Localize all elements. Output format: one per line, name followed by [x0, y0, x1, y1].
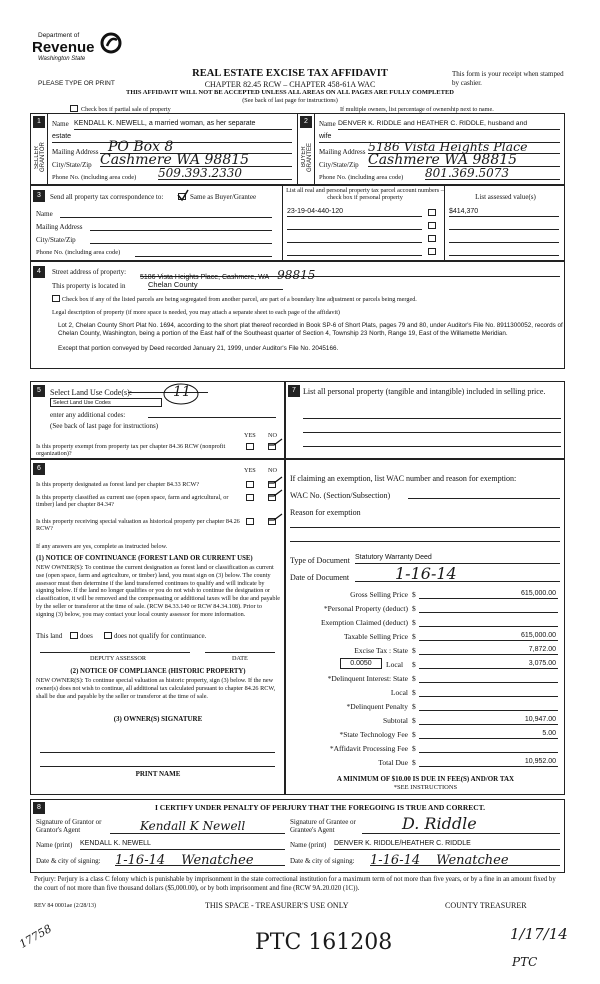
- legal-desc-label: Legal description of property (if more space is needed, you may attach a separate sheet to each page of the affidavit): [52, 309, 340, 316]
- taxable-price-value: 615,000.00: [520, 632, 556, 639]
- county-treasurer: COUNTY TREASURER: [445, 901, 527, 910]
- total-due-field[interactable]: [419, 766, 558, 767]
- seller-name-field[interactable]: KENDALL K. NEWELL, a married woman, as her separate: [74, 120, 292, 130]
- check-mark-icon: [176, 188, 190, 202]
- grantor-print-field[interactable]: KENDALL K. NEWELL: [80, 840, 285, 850]
- seller-name-field-2[interactable]: estate: [52, 133, 292, 143]
- subtotal-label: Subtotal: [382, 716, 408, 725]
- buyer-phone-label: Phone No. (including area code): [319, 174, 404, 181]
- s3-name-label: Name: [36, 210, 53, 218]
- forest-yes-checkbox[interactable]: [246, 481, 254, 488]
- grantee-print-field[interactable]: DENVER K. RIDDLE/HEATHER C. RIDDLE: [334, 840, 560, 850]
- historic-yes-checkbox[interactable]: [246, 518, 254, 525]
- s3-phone-label: Phone No. (including area code): [36, 249, 121, 256]
- s3-city-field[interactable]: [90, 243, 272, 244]
- logo-state: Washington State: [38, 56, 86, 62]
- does-not-checkbox[interactable]: [104, 632, 112, 639]
- gross-price-field[interactable]: [419, 598, 558, 599]
- owner-sig-title: (3) OWNER(S) SIGNATURE: [113, 715, 203, 723]
- buyer-name-field[interactable]: DENVER K. RIDDLE and HEATHER C. RIDDLE, husband and: [338, 120, 560, 130]
- parcel-number-field-2[interactable]: [287, 229, 422, 230]
- doc-type-label: Type of Document: [290, 556, 350, 565]
- segregated-checkbox[interactable]: [52, 295, 60, 302]
- current-use-yes-checkbox[interactable]: [246, 494, 254, 501]
- land-use-label: Select Land Use Code(s):: [50, 388, 132, 397]
- gross-price-value: 615,000.00: [520, 590, 556, 597]
- receipt-note: This form is your receipt when stamped by cashier.: [452, 70, 564, 87]
- send-correspondence-label: Send all property tax correspondence to:: [50, 193, 164, 201]
- exempt-yes-checkbox[interactable]: [246, 443, 254, 450]
- parcel-number-field-4[interactable]: [287, 255, 422, 256]
- seller-phone-field[interactable]: 509.393.2330: [158, 166, 292, 180]
- reason-field-2[interactable]: [290, 541, 560, 542]
- delinquent-local-label: Local: [390, 688, 408, 697]
- section-8-number: 8: [33, 802, 45, 814]
- date-label: DATE: [232, 655, 248, 662]
- grantee-signature[interactable]: D. Riddle: [362, 814, 560, 834]
- section-4-number: 4: [33, 266, 45, 278]
- section-1-number: 1: [33, 116, 45, 128]
- street-field[interactable]: [140, 266, 560, 282]
- s5-no: NO: [268, 432, 277, 439]
- s6-yes: YES: [244, 467, 256, 474]
- exemption-deduct-field[interactable]: [419, 626, 558, 627]
- parcel-personal-checkbox-4[interactable]: [428, 248, 436, 255]
- county-field[interactable]: Chelan County: [148, 280, 283, 290]
- this-land-label: This land: [36, 632, 63, 640]
- compliance-title: (2) NOTICE OF COMPLIANCE (HISTORIC PROPERTY): [70, 668, 246, 675]
- excise-local-value: 3,075.00: [528, 660, 556, 667]
- exemption-label: If claiming an exemption, list WAC number and reason for exemption:: [290, 474, 517, 483]
- buyer-city-label: City/State/Zip: [319, 161, 359, 169]
- s3-phone-field[interactable]: [135, 256, 272, 257]
- multiple-owners-note: If multiple owners, list percentage of ownership next to name.: [340, 106, 494, 113]
- personal-property-field-2[interactable]: [303, 432, 561, 433]
- buyer-city-field[interactable]: Cashmere WA 98815: [368, 153, 560, 167]
- seller-mailing-field[interactable]: PO Box 8: [100, 140, 292, 154]
- minimum-due-note: A MINIMUM OF $10.00 IS DUE IN FEE(S) AND/OR TAX: [336, 775, 515, 783]
- s3-mailing-label: Mailing Address: [36, 223, 83, 231]
- seller-name-label: Name: [52, 120, 69, 128]
- s6-no: NO: [268, 467, 277, 474]
- taxable-price-label: Taxable Selling Price: [343, 632, 408, 641]
- excise-state-label: Excise Tax : State: [354, 646, 408, 655]
- seller-phone-label: Phone No. (including area code): [52, 174, 137, 181]
- total-due-dollar: $: [412, 758, 416, 767]
- additional-codes-field[interactable]: [148, 417, 276, 418]
- grantee-date: 1-16-14: [370, 853, 421, 868]
- perjury-notice: Perjury: Perjury is a class C felony which is punishable by imprisonment in the state correctional institution for a maximum term of not more than five years, or by a fine in an amount fixed by the court of not more than five thousand dollars ($5,000.00), or by both imprisonment and fine (RCW 9A.20.020 (1C)).: [34, 876, 556, 892]
- grantor-date-label: Date & city of signing:: [36, 857, 101, 865]
- assessed-value-field[interactable]: $414,370: [449, 208, 559, 217]
- delinquent-penalty-dollar: $: [412, 702, 416, 711]
- buyer-mailing-field[interactable]: 5186 Vista Heights Place: [368, 140, 560, 154]
- subtotal-value: 10,947.00: [524, 716, 556, 723]
- historic-no-check-icon: [268, 513, 284, 525]
- same-as-buyer-label: Same as Buyer/Grantee: [190, 193, 257, 201]
- grantee-sig-label: Signature of Grantee or Grantee's Agent: [290, 818, 356, 835]
- grantee-city: Wenatchee: [436, 853, 509, 868]
- taxable-price-dollar: $: [412, 632, 416, 641]
- handwritten-initials: PTC: [512, 955, 538, 969]
- see-back: (See back of last page for instructions): [242, 97, 338, 104]
- processing-fee-label: *Affidavit Processing Fee: [329, 744, 408, 753]
- parcel-number-field[interactable]: 23-19-04-440-120: [287, 208, 422, 217]
- grantee-print-label: Name (print): [290, 841, 327, 849]
- doc-date-label: Date of Document: [290, 573, 350, 582]
- grantor-sig-label: Signature of Grantor or Grantor's Agent: [36, 818, 102, 835]
- exempt-question: Is this property exempt from property tax per chapter 84.36 RCW (nonprofit organization)?: [36, 443, 226, 458]
- seller-city-field[interactable]: Cashmere WA 98815: [100, 153, 292, 167]
- see-instructions: *SEE INSTRUCTIONS: [393, 784, 458, 791]
- s3-name-field[interactable]: [60, 217, 272, 218]
- gross-price-label: Gross Selling Price: [350, 590, 408, 599]
- if-yes-note: If any answers are yes, complete as instructed below.: [36, 543, 168, 550]
- logo-dept: Department of: [38, 32, 80, 39]
- does-not-label: does not qualify for continuance.: [114, 632, 207, 640]
- section-6-box: [30, 459, 285, 795]
- personal-deduct-label: *Personal Property (deduct): [323, 604, 408, 613]
- doc-date-field[interactable]: 1-16-14: [355, 565, 560, 582]
- excise-local-field[interactable]: [419, 668, 558, 669]
- excise-local-label: Local: [386, 660, 404, 669]
- street-zip-handwritten: 98815: [277, 268, 316, 282]
- personal-property-label: List all personal property (tangible and intangible) included in selling price.: [303, 387, 546, 396]
- continuance-title: (1) NOTICE OF CONTINUANCE (FOREST LAND OR CURRENT USE): [36, 555, 253, 562]
- section-3-number: 3: [33, 190, 45, 202]
- tech-fee-dollar: $: [412, 730, 416, 739]
- legal-description-2: Except that portion conveyed by Deed recorded January 21, 1999, under Auditor's File No. 2045166.: [58, 345, 339, 352]
- section-2-number: 2: [300, 116, 312, 128]
- parcel-personal-checkbox-2[interactable]: [428, 222, 436, 229]
- buyer-mailing-label: Mailing Address: [319, 148, 366, 156]
- grantor-date-city-field[interactable]: [115, 851, 285, 866]
- buyer-name-field-2[interactable]: wife: [319, 133, 560, 143]
- owner-sig-line[interactable]: [40, 752, 275, 753]
- grantor-date: 1-16-14: [115, 853, 166, 868]
- segregated-label: Check box if any of the listed parcels are being segregated from another parcel, are part of a boundary line adjustment or parcels being merged.: [62, 296, 417, 303]
- total-due-label: Total Due: [378, 758, 408, 767]
- forest-no-check-icon: [268, 476, 284, 488]
- exemption-deduct-dollar: $: [412, 618, 416, 627]
- section-7-number: 7: [288, 385, 300, 397]
- delinquent-local-field[interactable]: [419, 696, 558, 697]
- parcel-personal-checkbox-1[interactable]: [428, 209, 436, 216]
- street-label: Street address of property:: [52, 268, 127, 276]
- treasurer-space: THIS SPACE - TREASURER'S USE ONLY: [205, 901, 349, 910]
- delinquent-local-dollar: $: [412, 688, 416, 697]
- grantee-date-label: Date & city of signing:: [290, 857, 355, 865]
- grantor-signature[interactable]: Kendall K Newell: [110, 818, 285, 834]
- seller-grantor-label: SELLER GRANTOR: [34, 142, 46, 172]
- deputy-label: DEPUTY ASSESSOR: [90, 655, 146, 662]
- wac-label: WAC No. (Section/Subsection): [290, 491, 391, 500]
- processing-fee-field[interactable]: [419, 752, 558, 753]
- historic-question: Is this property receiving special valuation as historical property per chapter 84.26 RCW?: [36, 518, 240, 533]
- excise-state-field[interactable]: [419, 654, 558, 655]
- personal-deduct-dollar: $: [412, 604, 416, 613]
- total-due-value: 10,952.00: [524, 758, 556, 765]
- delinquent-interest-dollar: $: [412, 674, 416, 683]
- section-6-number: 6: [33, 463, 45, 475]
- personal-property-field-3[interactable]: [303, 446, 561, 447]
- delinquent-penalty-field[interactable]: [419, 710, 558, 711]
- exemption-deduct-label: Exemption Claimed (deduct): [320, 618, 408, 627]
- does-checkbox[interactable]: [70, 632, 78, 639]
- seller-mailing-label: Mailing Address: [52, 148, 99, 156]
- certify-statement: I CERTIFY UNDER PENALTY OF PERJURY THAT THE FOREGOING IS TRUE AND CORRECT.: [154, 803, 485, 812]
- revenue-swirl-icon: [100, 32, 122, 54]
- section-5-number: 5: [33, 385, 45, 397]
- partial-sale-label: Check box if partial sale of property: [81, 106, 171, 113]
- form-subtitle: CHAPTER 82.45 RCW – CHAPTER 458-61A WAC: [204, 80, 376, 89]
- s5-yes: YES: [244, 432, 256, 439]
- logo-revenue: Revenue: [32, 39, 95, 56]
- local-rate-box[interactable]: 0.0050: [340, 658, 382, 669]
- delinquent-penalty-label: *Delinquent Penalty: [346, 702, 408, 711]
- please-type: PLEASE TYPE OR PRINT: [38, 80, 115, 87]
- print-name-label: PRINT NAME: [135, 770, 181, 778]
- buyer-name-label: Name: [319, 120, 336, 128]
- parcel-number-field-3[interactable]: [287, 242, 422, 243]
- taxable-price-field[interactable]: [419, 640, 558, 641]
- excise-local-dollar: $: [412, 660, 416, 669]
- current-use-no-check-icon: [268, 489, 284, 501]
- tech-fee-value: 5.00: [542, 730, 556, 737]
- assessed-value-field-4[interactable]: [449, 255, 559, 256]
- form-warning: THIS AFFIDAVIT WILL NOT BE ACCEPTED UNLESS ALL AREAS ON ALL PAGES ARE FULLY COMPLETED: [126, 89, 454, 96]
- form-title: REAL ESTATE EXCISE TAX AFFIDAVIT: [192, 68, 388, 79]
- excise-state-value: 7,872.00: [528, 646, 556, 653]
- parcel-personal-checkbox-3[interactable]: [428, 235, 436, 242]
- assessed-value-field-3[interactable]: [449, 242, 559, 243]
- street-value: 5186 Vista Heights Place, Cashmere, WA: [140, 274, 270, 281]
- excise-state-dollar: $: [412, 646, 416, 655]
- wac-field[interactable]: [408, 498, 560, 499]
- delinquent-interest-label: *Delinquent Interest: State: [327, 674, 408, 683]
- forest-question: Is this property designated as forest land per chapter 84.33 RCW?: [36, 481, 200, 488]
- land-use-code: 11: [173, 384, 191, 400]
- assessed-header: List assessed value(s): [475, 193, 536, 201]
- exempt-no-check-icon: [268, 438, 284, 450]
- subtotal-field[interactable]: [419, 724, 558, 725]
- compliance-text: NEW OWNER(S): To continue special valuation as historic property, sign (3) below. If the new owner(s) does not wish to continue, all additional tax calculated pursuant to chapter 84.26 RCW, shall be due and payable by the seller or transferor at the time of sale.: [36, 677, 276, 700]
- does-label: does: [80, 632, 93, 640]
- reason-field-1[interactable]: [290, 527, 560, 528]
- legal-description: Lot 2, Chelan County Short Plat No. 1694, according to the short plat thereof recorded in Book SP-6 of Short Plats, pages 79 and 80, under Auditor's File No. 8911300052, records of Chelan County, Washington, being a portion of the East half of the Southeast quarter of Section 4, Township 23 North, Range 19, East of the Willamette Meridian.: [58, 322, 563, 337]
- deputy-sig-line[interactable]: [40, 652, 190, 653]
- grantee-date-city-field[interactable]: [370, 851, 560, 866]
- continuance-text: NEW OWNER(S): To continue the current designation as forest land or classification as current use (open space, farm and agriculture, or timber) land, you must sign on (3) below. The county assessor must then determine if the land transferred continues to qualify and will indicate by signing below. If the land no longer qualifies or you do not wish to continue the designation or classification, it will be removed and the compensating or additional taxes will be due and payable by the seller or transferor at the time of sale. (RCW 84.33.140 or RCW 84.34.108). Prior to signing (3) below, you may contact your local county assessor for more information.: [36, 564, 280, 618]
- handwritten-date: 1/17/14: [510, 925, 568, 943]
- form-id: REV 84 0001ae (2/28/13): [34, 903, 97, 909]
- s3-city-label: City/State/Zip: [36, 236, 76, 244]
- handwritten-number: 17758: [17, 922, 54, 951]
- seller-city-label: City/State/Zip: [52, 161, 92, 169]
- tech-fee-field[interactable]: [419, 738, 558, 739]
- land-use-select[interactable]: Select Land Use Codes: [50, 398, 162, 407]
- buyer-grantee-label: BUYER GRANTEE: [301, 142, 313, 172]
- print-name-line[interactable]: [40, 766, 275, 767]
- revenue-logo: [24, 32, 94, 68]
- grantor-print-label: Name (print): [36, 841, 73, 849]
- additional-codes-label: enter any additional codes:: [50, 411, 126, 419]
- tech-fee-label: *State Technology Fee: [339, 730, 408, 739]
- processing-fee-dollar: $: [412, 744, 416, 753]
- s3-mailing-field[interactable]: [90, 230, 272, 231]
- reason-label: Reason for exemption: [290, 508, 361, 517]
- assessed-value-field-2[interactable]: [449, 229, 559, 230]
- located-label: This property is located in: [52, 282, 126, 290]
- personal-deduct-field[interactable]: [419, 612, 558, 613]
- handwritten-ptc-number: PTC 161208: [255, 930, 393, 955]
- s5-see-back: (See back of last page for instructions): [50, 422, 159, 430]
- doc-type-field[interactable]: Statutory Warranty Deed: [355, 554, 560, 564]
- parcel-header: List all real and personal property tax parcel account numbers – check box if personal property: [286, 187, 444, 202]
- personal-property-field-1[interactable]: [303, 418, 561, 419]
- buyer-phone-field[interactable]: 801.369.5073: [425, 166, 560, 180]
- grantor-city: Wenatchee: [181, 853, 254, 868]
- partial-sale-checkbox[interactable]: [70, 105, 78, 112]
- gross-price-dollar: $: [412, 590, 416, 599]
- delinquent-interest-field[interactable]: [419, 682, 558, 683]
- current-use-question: Is this property classified as current use (open space, farm and agricultural, or timber) land per chapter 84.34?: [36, 494, 229, 509]
- subtotal-dollar: $: [412, 716, 416, 725]
